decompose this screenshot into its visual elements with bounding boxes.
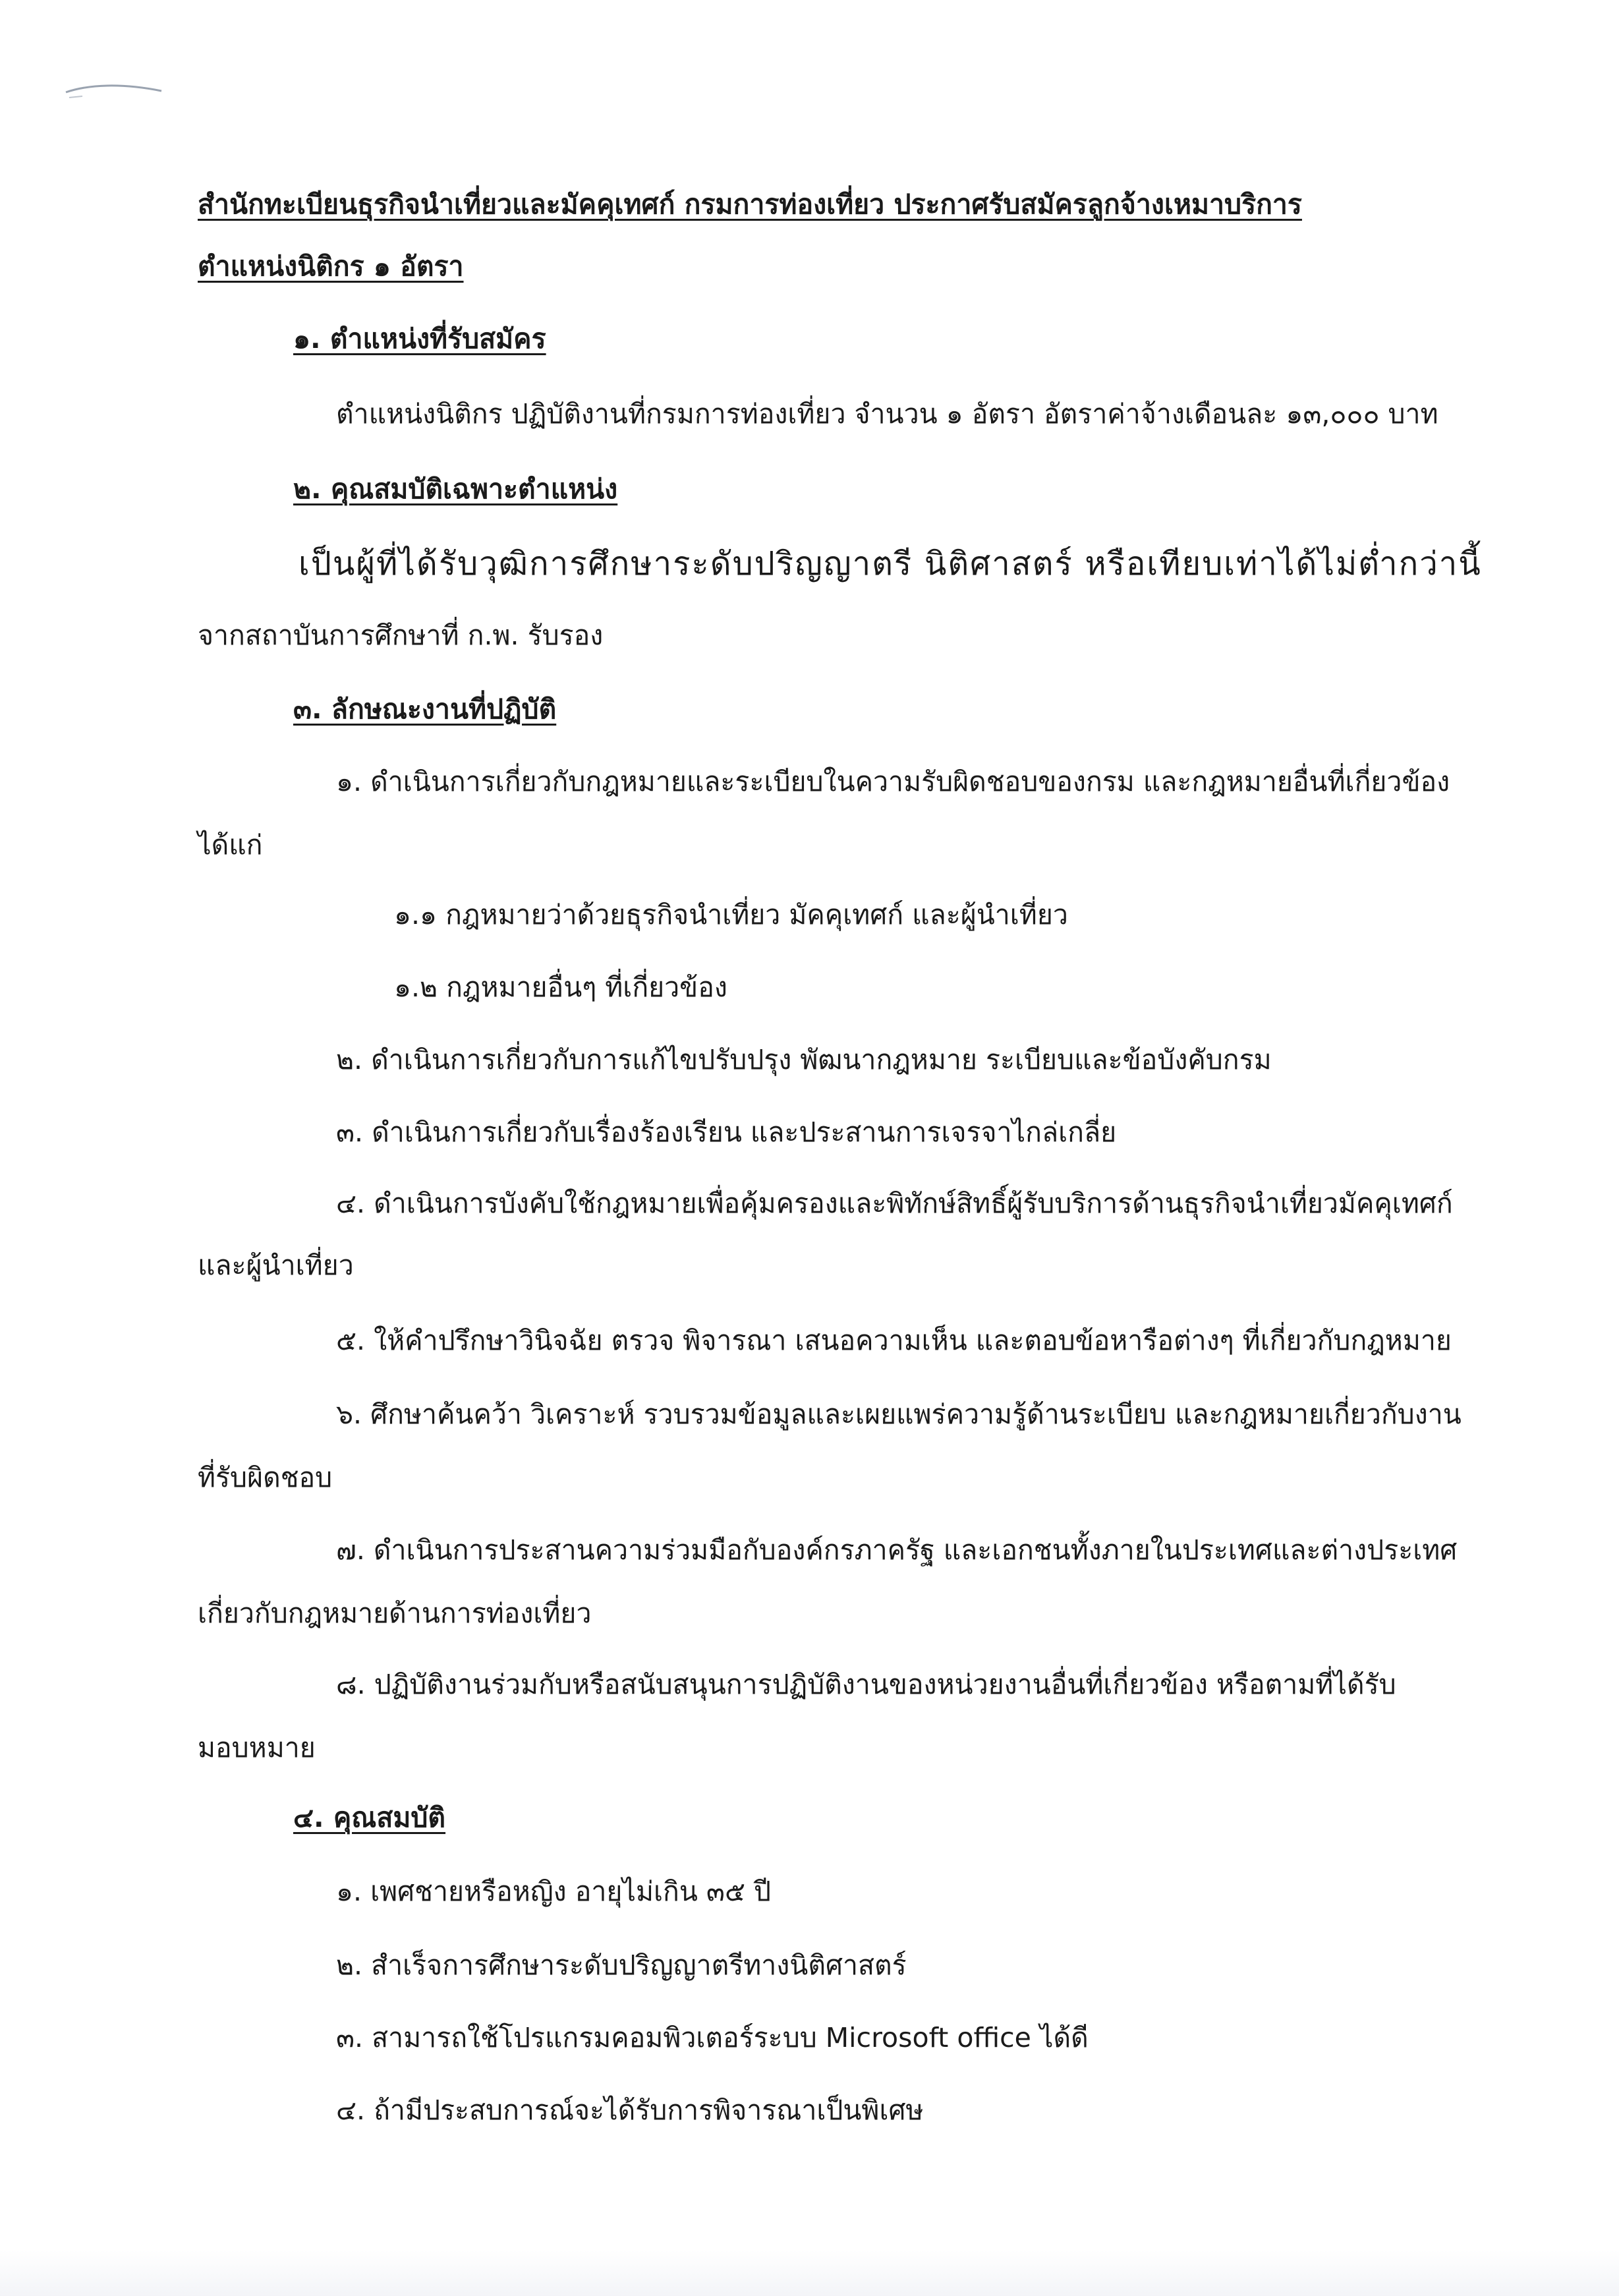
section-3-item-1-line-1: ๑. ดำเนินการเกี่ยวกับกฎหมายและระเบียบในความรับผิดชอบของกรม และกฎหมายอื่นที่เกี่ยวข้อง: [336, 766, 1450, 797]
section-3-item-7-line-1: ๗. ดำเนินการประสานความร่วมมือกับองค์กรภาครัฐ และเอกชนทั้งภายในประเทศและต่างประเทศ: [336, 1534, 1458, 1566]
section-4-item-3: ๓. สามารถใช้โปรแกรมคอมพิวเตอร์ระบบ Microsoft office ได้ดี: [336, 2022, 1089, 2053]
section-4-heading: ๔. คุณสมบัติ: [293, 1802, 446, 1833]
section-2-text-line-1: เป็นผู้ที่ได้รับวุฒิการศึกษาระดับปริญญาตรี นิติศาสตร์ หรือเทียบเท่าได้ไม่ต่ำกว่านี้: [298, 545, 1482, 583]
scan-artifact: [63, 78, 175, 101]
section-3-item-6-line-1: ๖. ศึกษาค้นคว้า วิเคราะห์ รวบรวมข้อมูลและเผยแพร่ความรู้ด้านระเบียบ และกฎหมายเกี่ยวกับงาน: [336, 1398, 1462, 1430]
section-3-item-5: ๕. ให้คำปรึกษาวินิจฉัย ตรวจ พิจารณา เสนอความเห็น และตอบข้อหารือต่างๆ ที่เกี่ยวกับกฎหมาย: [336, 1325, 1452, 1356]
section-1-text: ตำแหน่งนิติกร ปฏิบัติงานที่กรมการท่องเที่ยว จำนวน ๑ อัตรา อัตราค่าจ้างเดือนละ ๑๓,๐๐๐ บาท: [336, 398, 1438, 430]
section-3-item-1-2: ๑.๒ กฎหมายอื่นๆ ที่เกี่ยวข้อง: [394, 971, 727, 1003]
scan-bottom-shade: [0, 2250, 1619, 2296]
section-3-item-8-line-1: ๘. ปฏิบัติงานร่วมกับหรือสนับสนุนการปฏิบัติงานของหน่วยงานอื่นที่เกี่ยวข้อง หรือตามที่ได้รับ: [336, 1669, 1396, 1700]
section-3-item-4-line-2: และผู้นำเที่ยว: [198, 1249, 354, 1281]
section-2-text-line-2: จากสถาบันการศึกษาที่ ก.พ. รับรอง: [198, 619, 604, 651]
section-4-item-1: ๑. เพศชายหรือหญิง อายุไม่เกิน ๓๕ ปี: [336, 1876, 772, 1907]
section-3-item-1-1: ๑.๑ กฎหมายว่าด้วยธุรกิจนำเที่ยว มัคคุเทศก์ และผู้นำเที่ยว: [394, 899, 1068, 931]
section-3-heading: ๓. ลักษณะงานที่ปฏิบัติ: [293, 693, 557, 725]
section-2-heading: ๒. คุณสมบัติเฉพาะตำแหน่ง: [293, 473, 618, 505]
section-4-item-4: ๔. ถ้ามีประสบการณ์จะได้รับการพิจารณาเป็นพิเศษ: [336, 2094, 924, 2126]
section-3-item-4-line-1: ๔. ดำเนินการบังคับใช้กฎหมายเพื่อคุ้มครองและพิทักษ์สิทธิ์ผู้รับบริการด้านธุรกิจนำเที่ยวมัคคุเทศก์: [336, 1188, 1453, 1219]
section-3-item-3: ๓. ดำเนินการเกี่ยวกับเรื่องร้องเรียน และประสานการเจรจาไกล่เกลี่ย: [336, 1116, 1117, 1148]
title-line-1: สำนักทะเบียนธุรกิจนำเที่ยวและมัคคุเทศก์ กรมการท่องเที่ยว ประกาศรับสมัครลูกจ้างเหมาบริการ: [198, 188, 1302, 220]
section-1-heading: ๑. ตำแหน่งที่รับสมัคร: [293, 323, 546, 355]
section-3-item-2: ๒. ดำเนินการเกี่ยวกับการแก้ไขปรับปรุง พัฒนากฎหมาย ระเบียบและข้อบังคับกรม: [336, 1044, 1272, 1076]
section-3-item-7-line-2: เกี่ยวกับกฎหมายด้านการท่องเที่ยว: [198, 1597, 592, 1629]
section-3-item-8-line-2: มอบหมาย: [198, 1732, 316, 1764]
section-4-item-2: ๒. สำเร็จการศึกษาระดับปริญญาตรีทางนิติศาสตร์: [336, 1949, 907, 1981]
section-3-item-6-line-2: ที่รับผิดชอบ: [198, 1462, 333, 1493]
title-line-2: ตำแหน่งนิติกร ๑ อัตรา: [198, 250, 464, 282]
section-3-item-1-line-2: ได้แก่: [198, 829, 263, 861]
